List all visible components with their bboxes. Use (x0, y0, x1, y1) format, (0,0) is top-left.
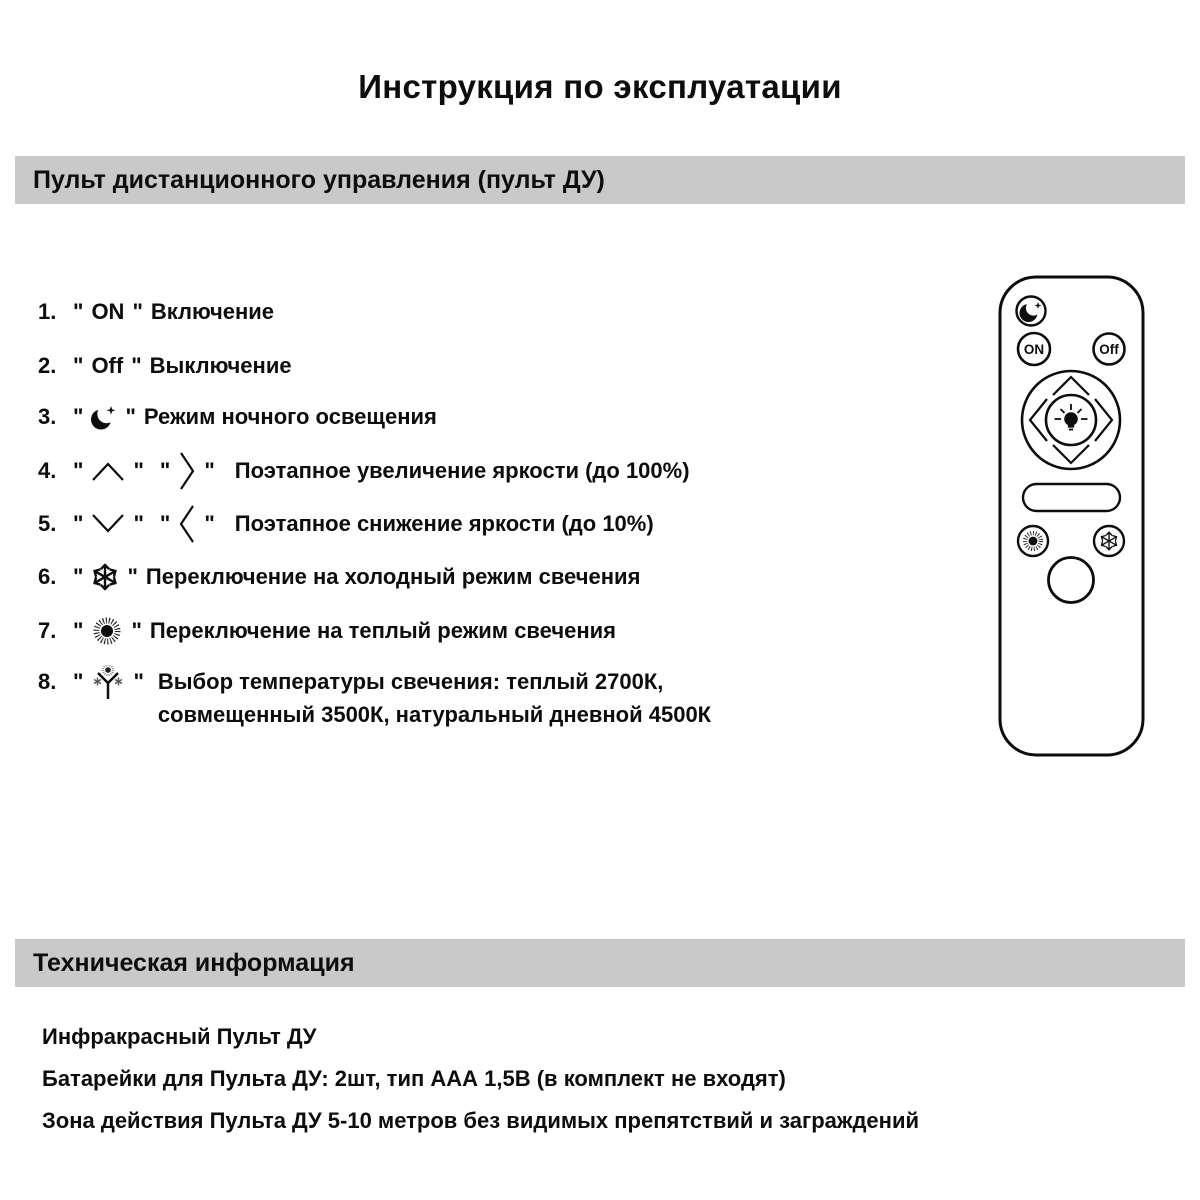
item-number: 8. (38, 669, 57, 694)
list-item (38, 448, 690, 494)
quote-mark: " (73, 458, 84, 483)
list-item (38, 665, 711, 731)
crescent-moon-icon (91, 403, 117, 432)
tech-info-line: Зона действия Пульта ДУ 5-10 метров без видимых препятствий и заграждений (42, 1108, 920, 1133)
quote-mark: " (73, 669, 84, 694)
item-description (158, 665, 711, 731)
item-number: 1. (38, 299, 57, 324)
chevron-right-icon (178, 450, 196, 492)
quote-mark: " (131, 618, 142, 643)
tech-info-line: Инфракрасный Пульт ДУ (42, 1024, 317, 1049)
item-description: Поэтапное увеличение яркости (до 100%) (234, 458, 690, 483)
list-item (38, 343, 292, 389)
item-description: Переключение на холодный режим свечения (145, 564, 641, 589)
remote-control-illustration (998, 275, 1145, 757)
button-keyword: ON (91, 299, 125, 324)
quote-mark: " (131, 353, 142, 378)
item-number: 4. (38, 458, 57, 483)
list-item (38, 394, 437, 440)
color-temperature-icon (91, 665, 125, 701)
item-description: Переключение на теплый режим свечения (149, 618, 617, 643)
item-description: Режим ночного освещения (143, 404, 437, 429)
quote-mark: " (204, 511, 215, 536)
off-button-label: Off (1099, 342, 1119, 357)
button-keyword: Off (91, 353, 124, 378)
page-title: Инструкция по эксплуатации (358, 68, 842, 105)
quote-mark: " (159, 458, 171, 483)
on-button-label: ON (1023, 342, 1045, 357)
section-header-remote (15, 156, 1185, 204)
snowflake-icon (91, 562, 119, 592)
quote-mark: " (73, 353, 84, 378)
quote-mark: " (132, 299, 143, 324)
item-description: Выключение (149, 353, 292, 378)
chevron-down-icon (91, 513, 125, 535)
item-number: 3. (38, 404, 57, 429)
list-item (38, 554, 640, 600)
item-description: Включение (150, 299, 275, 324)
item-number: 2. (38, 353, 57, 378)
quote-mark: " (73, 299, 84, 324)
item-number: 5. (38, 511, 57, 536)
list-item (38, 501, 654, 547)
quote-mark: " (73, 511, 84, 536)
quote-mark: " (127, 564, 138, 589)
warm-sun-icon (1029, 537, 1038, 546)
remote-body (1000, 277, 1143, 755)
item-number: 7. (38, 618, 57, 643)
quote-mark: " (73, 404, 84, 429)
list-item (38, 289, 274, 335)
section-header-label: Пульт дистанционного управления (пульт ДУ) (33, 165, 605, 194)
chevron-left-icon (178, 503, 196, 545)
quote-mark: " (204, 458, 215, 483)
chevron-up-icon (91, 460, 125, 482)
item-description-line2: совмещенный 3500К, натуральный дневной 4500К (157, 702, 712, 727)
list-item (38, 608, 616, 654)
quote-mark: " (125, 404, 136, 429)
section-header-label: Техническая информация (33, 948, 355, 977)
item-description-line1: Выбор температуры свечения: теплый 2700К, (157, 669, 664, 694)
sun-icon (91, 615, 123, 647)
quote-mark: " (133, 511, 144, 536)
section-header-tech (15, 939, 1185, 987)
quote-mark: " (133, 458, 144, 483)
quote-mark: " (133, 669, 144, 694)
item-number: 6. (38, 564, 57, 589)
tech-info-line: Батарейки для Пульта ДУ: 2шт, тип ААА 1,5В (в комплект не входят) (42, 1066, 786, 1091)
quote-mark: " (159, 511, 171, 536)
quote-mark: " (73, 564, 84, 589)
quote-mark: " (73, 618, 84, 643)
item-description: Поэтапное снижение яркости (до 10%) (234, 511, 654, 536)
